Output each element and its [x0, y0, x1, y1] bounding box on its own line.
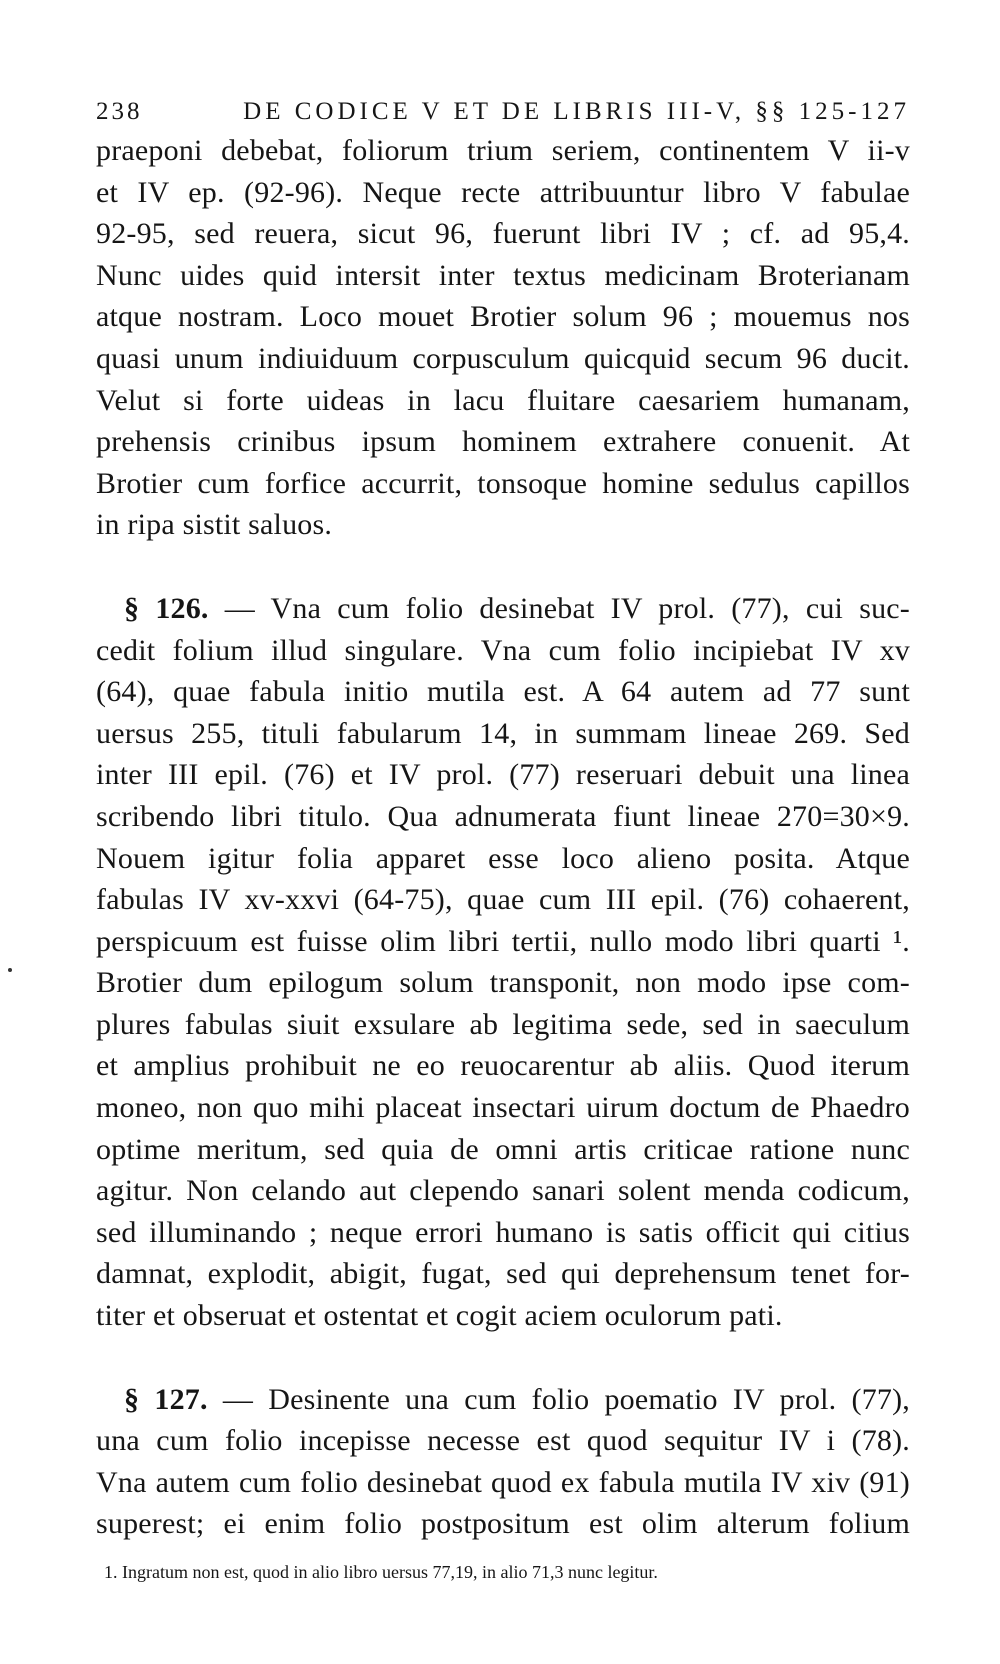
text-line: uersus 255, tituli fabularum 14, in summam lineae 269. Sed [96, 716, 910, 750]
text-line: quasi unum indiuiduum corpusculum quicquid secum 96 ducit. [96, 341, 910, 375]
text-line: et amplius prohibuit ne eo reuocarentur ab aliis. Quod iterum [96, 1049, 910, 1083]
text-line: praeponi debebat, foliorum trium seriem, continentem V ii-v [96, 134, 910, 167]
text-line: superest; ei enim folio postpositum est olim alterum folium [96, 1507, 910, 1541]
margin-mark [8, 968, 12, 972]
footnote: 1. Ingratum non est, quod in alio libro uersus 77,19, in alio 71,3 nunc legitur. [104, 1562, 658, 1582]
text-line: in ripa sistit saluos. [96, 508, 333, 542]
text-line: plures fabulas siuit exsulare ab legitima sede, sed in saeculum [96, 1007, 910, 1041]
text-line: Vna cum folio desinebat IV prol. (77), cui suc- [270, 591, 910, 625]
text-line: Desinente una cum folio poematio IV prol. (77), [268, 1382, 911, 1416]
paragraph-gap [96, 546, 910, 588]
em-dash: — [222, 1382, 254, 1416]
section-number: § 126. [124, 591, 209, 625]
text-line: moneo, non quo mihi placeat insectari uirum doctum de Phaedro [96, 1091, 910, 1125]
em-dash: — [224, 591, 255, 625]
text-line: optime meritum, sed quia de omni artis criticae ratione nunc [96, 1132, 910, 1166]
section-number: § 127. [124, 1382, 208, 1416]
text-line: Vna autem cum folio desinebat quod ex fabula mutila IV xiv (91) [96, 1465, 910, 1499]
running-head [96, 96, 910, 130]
paragraph-gap [96, 1337, 910, 1379]
running-title: DE CODICE V ET DE LIBRIS III-V, §§ 125-127 [243, 98, 910, 125]
section-126 [96, 588, 910, 1337]
section-127-first-line [96, 1379, 910, 1421]
text-line: inter III epil. (76) et IV prol. (77) reseruari debuit una linea [96, 758, 910, 792]
text-line: agitur. Non celando aut clependo sanari solent menda codicum, [96, 1174, 910, 1208]
text-line: et IV ep. (92-96). Neque recte attribuuntur libro V fabulae [96, 175, 910, 209]
text-line: 92-95, sed reuera, sicut 96, fuerunt libri IV ; cf. ad 95,4. [96, 217, 910, 251]
text-line: perspicuum est fuisse olim libri tertii, nullo modo libri quarti ¹. [96, 924, 910, 958]
text-line: scribendo libri titulo. Qua adnumerata fiunt lineae 270=30×9. [96, 799, 910, 833]
text-line: sed illuminando ; neque errori humano is satis officit qui citius [96, 1215, 910, 1249]
text-line: titer et obseruat et ostentat et cogit aciem oculorum pati. [96, 1299, 783, 1333]
text-line: fabulas IV xv-xxvi (64-75), quae cum III epil. (76) cohaerent, [96, 883, 910, 917]
section-127 [96, 1379, 910, 1545]
text-line: una cum folio incepisse necesse est quod sequitur IV i (78). [96, 1424, 910, 1458]
text-line: atque nostram. Loco mouet Brotier solum 96 ; mouemus nos [96, 300, 910, 334]
text-line: Nouem igitur folia apparet esse loco alieno posita. Atque [96, 841, 910, 875]
text-line: Velut si forte uideas in lacu fluitare caesariem humanam, [96, 383, 910, 417]
text-line: Brotier cum forfice accurrit, tonsoque homine sedulus capillos [96, 466, 910, 500]
book-page [96, 96, 910, 1585]
text-line: prehensis crinibus ipsum hominem extrahere conuenit. At [96, 425, 910, 459]
page-number: 238 [96, 98, 143, 125]
section-126-first-line [96, 588, 910, 630]
text-line: cedit folium illud singulare. Vna cum folio incipiebat IV xv [96, 633, 910, 667]
paragraph-125-end [96, 130, 910, 546]
text-line: damnat, explodit, abigit, fugat, sed qui deprehensum tenet for- [96, 1257, 910, 1291]
text-line: Brotier dum epilogum solum transponit, non modo ipse com- [96, 966, 910, 1000]
text-line: Nunc uides quid intersit inter textus medicinam Broterianam [96, 258, 910, 292]
text-line: (64), quae fabula initio mutila est. A 64 autem ad 77 sunt [96, 675, 910, 709]
